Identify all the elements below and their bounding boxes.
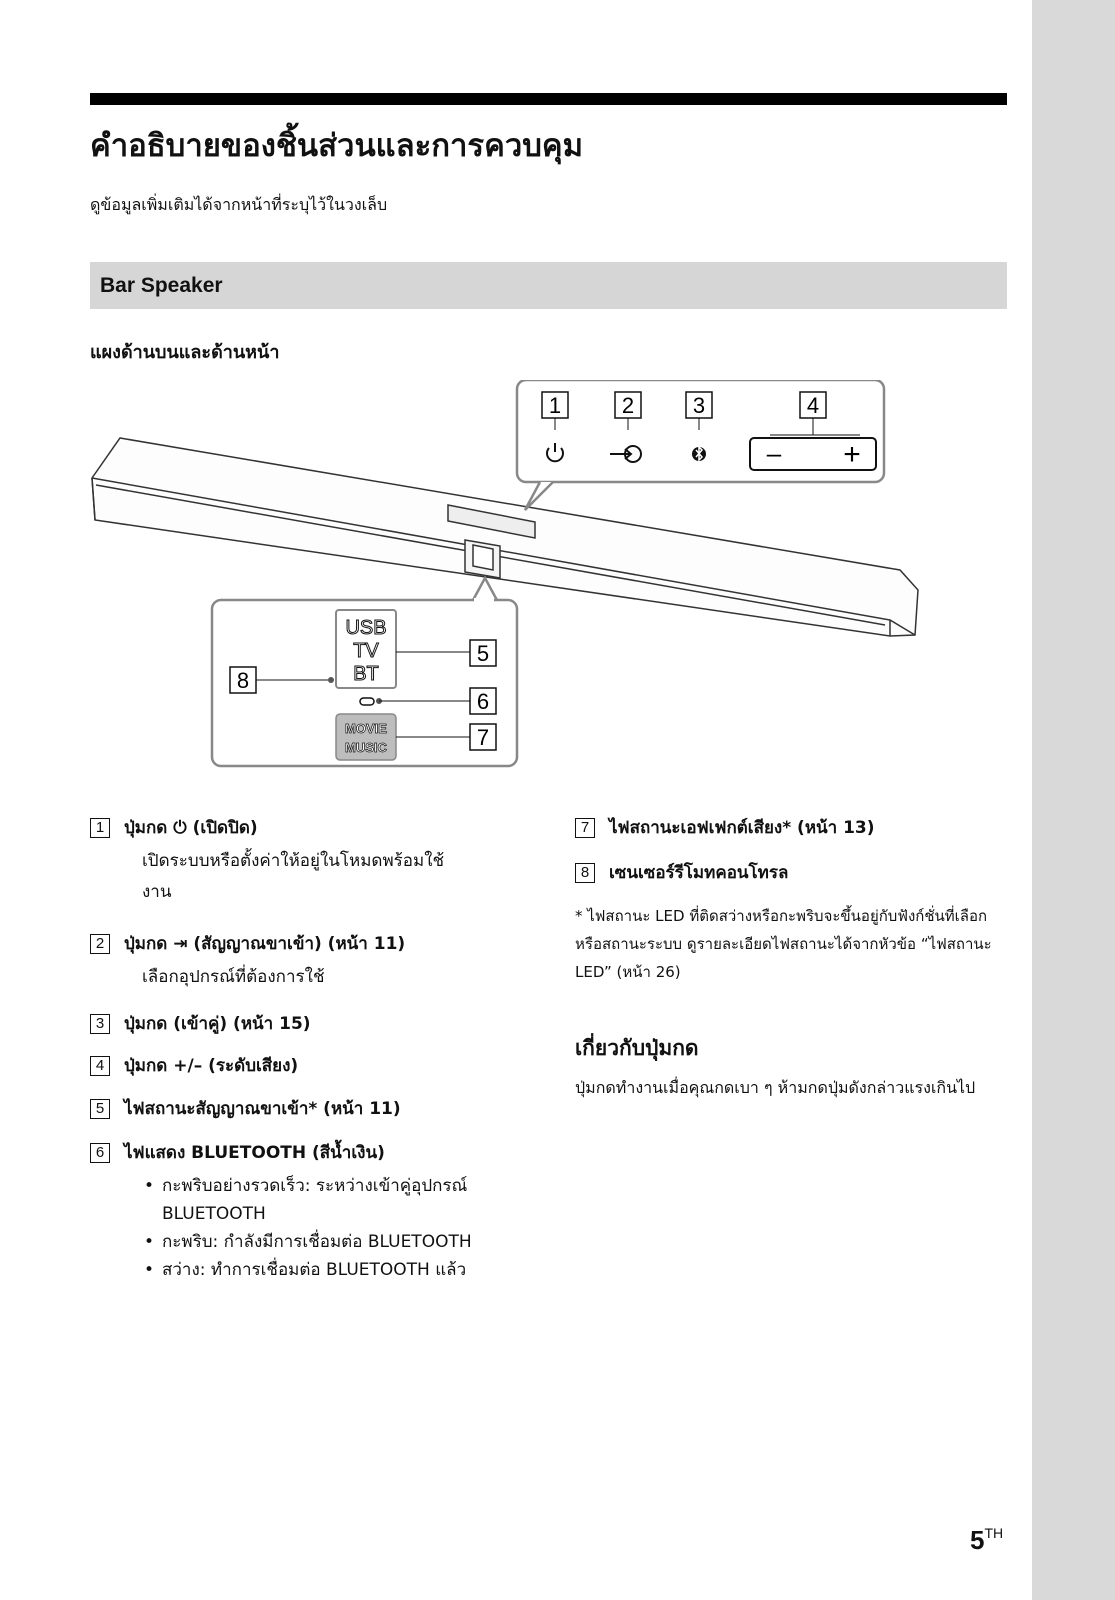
item-1-desc — [142, 846, 562, 908]
item-1 — [90, 814, 258, 841]
page-number — [970, 1525, 1003, 1556]
intro-text: ดูข้อมูลเพิ่มเติมได้จากหน้าที่ระบุไว้ในวงเล็บ — [90, 195, 388, 214]
item-number: 3 — [90, 1014, 110, 1034]
item-6-bullets — [142, 1172, 562, 1284]
item-desc-line: เลือกอุปกรณ์ที่ต้องการใช้ — [142, 967, 325, 987]
top-rule — [90, 93, 1007, 105]
page-number-suffix: TH — [984, 1525, 1004, 1541]
bullet-item: • สว่าง: ทำการเชื่อมต่อ BLUETOOTH แล้ว — [142, 1256, 562, 1284]
callout-6: 6 — [476, 689, 490, 714]
top-panel-callout — [517, 380, 884, 510]
item-title: ไฟสถานะสัญญาณขาเข้า* (หน้า 11) — [124, 1099, 401, 1119]
item-title: ปุ่มกด +/– (ระดับเสียง) — [124, 1056, 299, 1076]
callout-8: 8 — [236, 668, 250, 693]
mode-movie: MOVIE — [345, 721, 387, 736]
item-title: เซนเซอร์รีโมทคอนโทรล — [609, 863, 789, 883]
bullet-item: • กะพริบอย่างรวดเร็ว: ระหว่างเข้าคู่อุปกรณ์ BLUETOOTH — [142, 1172, 562, 1228]
display-bt: BT — [353, 663, 379, 685]
item-4 — [90, 1052, 298, 1079]
callout-7: 7 — [476, 725, 490, 750]
callout-1: 1 — [548, 393, 562, 418]
subheading: แผงด้านบนและด้านหน้า — [90, 342, 280, 363]
item-number: 8 — [575, 863, 595, 883]
item-desc-line: งาน — [142, 882, 172, 902]
callout-5: 5 — [476, 641, 490, 666]
display-usb: USB — [345, 617, 387, 639]
item-title: ไฟแสดง BLUETOOTH (สีน้ำเงิน) — [124, 1143, 385, 1163]
about-heading: เกี่ยวกับปุ่มกด — [575, 1036, 699, 1060]
item-2 — [90, 930, 405, 957]
item-number: 6 — [90, 1143, 110, 1163]
page-title: คำอธิบายของชิ้นส่วนและการควบคุม — [90, 128, 584, 164]
item-title: ปุ่มกด ⇥ (สัญญาณขาเข้า) (หน้า 11) — [124, 934, 406, 954]
item-6 — [90, 1139, 385, 1166]
mode-music: MUSIC — [345, 740, 387, 755]
item-2-desc — [142, 962, 562, 993]
item-number: 1 — [90, 818, 110, 838]
footnote: * ไฟสถานะ LED ที่ติดสว่างหรือกะพริบจะขึ้นอยู่กับฟังก์ชั่นที่เลือกหรือสถานะระบบ ดูรายละเอียดไฟสถานะได้จากหัวข้อ “ไฟสถานะ LED” (หน้า 26) — [575, 907, 992, 981]
item-5 — [90, 1095, 401, 1122]
page-number-value: 5 — [970, 1525, 985, 1555]
item-7 — [575, 814, 875, 841]
item-number: 7 — [575, 818, 595, 838]
section-title: Bar Speaker — [100, 274, 223, 297]
front-panel-callout — [212, 578, 517, 766]
section-bar — [90, 262, 1007, 309]
item-title: ไฟสถานะเอฟเฟกต์เสียง* (หน้า 13) — [609, 818, 875, 838]
bluetooth-icon — [692, 447, 706, 461]
about-text: ปุ่มกดทำงานเมื่อคุณกดเบา ๆ ห้ามกดปุ่มดังกล่าวแรงเกินไป — [575, 1078, 976, 1097]
item-number: 5 — [90, 1099, 110, 1119]
side-tab — [1032, 0, 1115, 1600]
callout-4: 4 — [806, 393, 820, 418]
item-8 — [575, 859, 788, 886]
item-title: ปุ่มกด (เข้าคู่) (หน้า 15) — [124, 1014, 311, 1034]
item-number: 2 — [90, 934, 110, 954]
item-desc-line: เปิดระบบหรือตั้งค่าให้อยู่ในโหมดพร้อมใช้ — [142, 851, 445, 871]
bar-speaker-diagram — [80, 380, 940, 780]
callout-2: 2 — [621, 393, 635, 418]
item-title: ปุ่มกด ⏻ (เปิดปิด) — [124, 818, 258, 838]
item-number: 4 — [90, 1056, 110, 1076]
callout-3: 3 — [692, 393, 706, 418]
bullet-item: • กะพริบ: กำลังมีการเชื่อมต่อ BLUETOOTH — [142, 1228, 562, 1256]
item-3 — [90, 1010, 311, 1037]
display-tv: TV — [353, 640, 379, 662]
bluetooth-indicator — [360, 698, 374, 705]
volume-plus-label: + — [843, 438, 861, 471]
volume-minus-label: – — [766, 438, 782, 468]
